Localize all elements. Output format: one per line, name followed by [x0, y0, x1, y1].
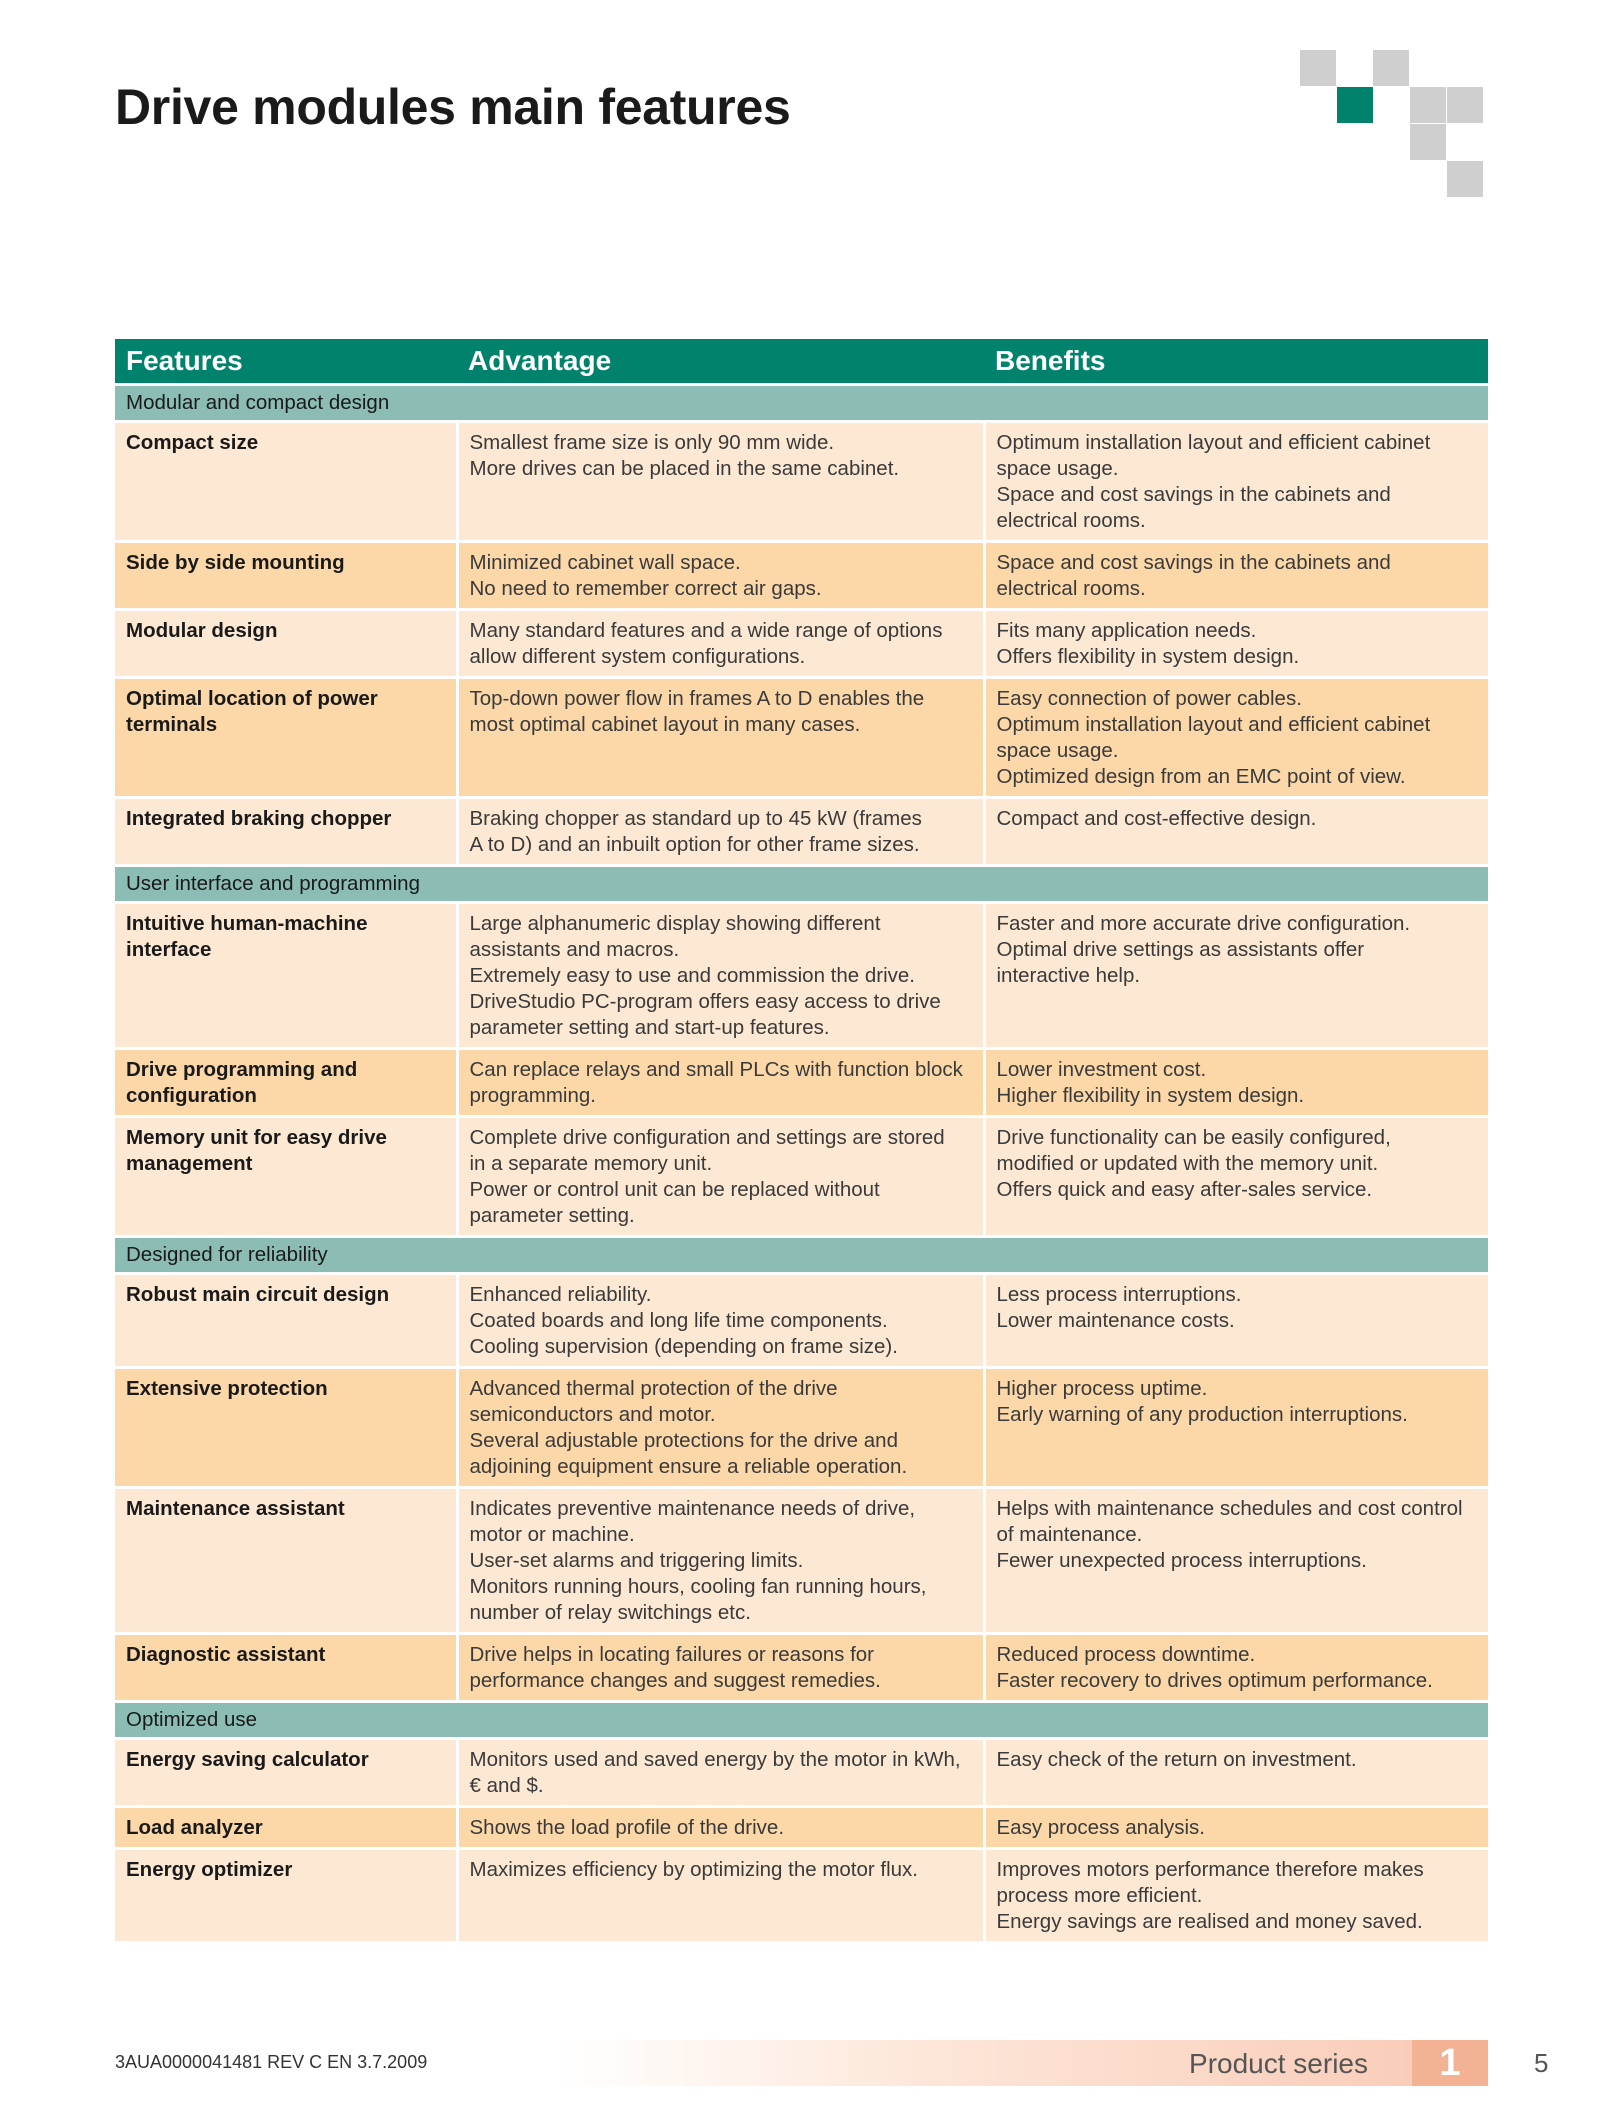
cell-text-line: A to D) and an inbuilt option for other frame sizes.: [469, 833, 920, 856]
feature-cell: [115, 678, 457, 798]
benefits-cell: [984, 1739, 1488, 1807]
advantage-cell: [457, 1274, 984, 1368]
cell-text-line: Lower investment cost.: [996, 1058, 1207, 1081]
deco-square: [1300, 50, 1336, 86]
benefits-cell: [984, 798, 1488, 866]
cell-text-line: number of relay switchings etc.: [469, 1601, 751, 1624]
cell-text-line: Compact and cost-effective design.: [996, 807, 1317, 830]
cell-text-line: Drive programming and: [126, 1058, 358, 1081]
advantage-cell: [457, 903, 984, 1049]
cell-text-line: Large alphanumeric display showing different: [469, 912, 881, 935]
benefits-cell: [984, 610, 1488, 678]
feature-cell: [115, 1849, 457, 1942]
cell-text-line: Offers flexibility in system design.: [996, 645, 1300, 668]
cell-text-line: Optimized design from an EMC point of view.: [996, 765, 1406, 788]
deco-square-accent: [1337, 87, 1373, 123]
cell-text-line: Smallest frame size is only 90 mm wide.: [469, 431, 835, 454]
cell-text-line: terminals: [126, 713, 218, 736]
cell-text-line: Maintenance assistant: [126, 1497, 345, 1520]
deco-square: [1373, 50, 1409, 86]
table-body: [115, 385, 1488, 1942]
cell-text-line: Higher flexibility in system design.: [996, 1084, 1305, 1107]
cell-text-line: Several adjustable protections for the drive and: [469, 1429, 898, 1452]
table-row: [115, 610, 1488, 678]
table-row: [115, 1849, 1488, 1942]
cell-text-line: Less process interruptions.: [996, 1283, 1242, 1306]
cell-text-line: Fits many application needs.: [996, 619, 1257, 642]
cell-text-line: Shows the load profile of the drive.: [469, 1816, 785, 1839]
cell-text-line: parameter setting and start-up features.: [469, 1016, 830, 1039]
cell-text-line: Easy process analysis.: [996, 1816, 1206, 1839]
table-row: [115, 1117, 1488, 1237]
table-row: [115, 1274, 1488, 1368]
cell-text-line: Lower maintenance costs.: [996, 1309, 1235, 1332]
section-title: Designed for reliability: [115, 1237, 1488, 1274]
cell-text-line: Improves motors performance therefore makes: [996, 1858, 1424, 1881]
cell-text-line: Reduced process downtime.: [996, 1643, 1256, 1666]
table-row: [115, 1739, 1488, 1807]
feature-cell: [115, 1049, 457, 1117]
advantage-cell: [457, 1807, 984, 1849]
cell-text-line: Higher process uptime.: [996, 1377, 1208, 1400]
cell-text-line: Easy check of the return on investment.: [996, 1748, 1357, 1771]
table-row: [115, 903, 1488, 1049]
benefits-cell: [984, 1117, 1488, 1237]
table-row: [115, 542, 1488, 610]
table-row: [115, 678, 1488, 798]
feature-cell: [115, 422, 457, 542]
product-series-band: [560, 2040, 1488, 2086]
feature-cell: [115, 798, 457, 866]
benefits-cell: [984, 1807, 1488, 1849]
cell-text-line: Energy saving calculator: [126, 1748, 369, 1771]
cell-text-line: Intuitive human-machine: [126, 912, 368, 935]
benefits-cell: [984, 1488, 1488, 1634]
section-row: [115, 1237, 1488, 1274]
cell-text-line: Load analyzer: [126, 1816, 263, 1839]
feature-cell: [115, 542, 457, 610]
cell-text-line: Monitors used and saved energy by the motor in kWh,: [469, 1748, 961, 1771]
cell-text-line: Modular design: [126, 619, 278, 642]
cell-text-line: Fewer unexpected process interruptions.: [996, 1549, 1367, 1572]
cell-text-line: Helps with maintenance schedules and cost control: [996, 1497, 1463, 1520]
table-row: [115, 798, 1488, 866]
page-title: Drive modules main features: [115, 79, 791, 135]
cell-text-line: parameter setting.: [469, 1204, 635, 1227]
cell-text-line: Space and cost savings in the cabinets and: [996, 483, 1391, 506]
benefits-cell: [984, 678, 1488, 798]
table-row: [115, 1368, 1488, 1488]
cell-text-line: Optimum installation layout and efficient cabinet: [996, 713, 1431, 736]
advantage-cell: [457, 1739, 984, 1807]
table-row: [115, 1049, 1488, 1117]
deco-square: [1410, 124, 1446, 160]
cell-text-line: Top-down power flow in frames A to D enables the: [469, 687, 925, 710]
cell-text-line: modified or updated with the memory unit.: [996, 1152, 1379, 1175]
cell-text-line: Diagnostic assistant: [126, 1643, 326, 1666]
feature-cell: [115, 1368, 457, 1488]
cell-text-line: More drives can be placed in the same cabinet.: [469, 457, 900, 480]
table-row: [115, 1634, 1488, 1702]
column-header-advantage: Advantage: [457, 339, 984, 385]
cell-text-line: adjoining equipment ensure a reliable operation.: [469, 1455, 908, 1478]
advantage-cell: [457, 678, 984, 798]
cell-text-line: electrical rooms.: [996, 577, 1146, 600]
cell-text-line: Energy savings are realised and money saved.: [996, 1910, 1423, 1933]
advantage-cell: [457, 1049, 984, 1117]
cell-text-line: assistants and macros.: [469, 938, 680, 961]
benefits-cell: [984, 1274, 1488, 1368]
benefits-cell: [984, 1049, 1488, 1117]
feature-cell: [115, 610, 457, 678]
cell-text-line: Maximizes efficiency by optimizing the motor flux.: [469, 1858, 919, 1881]
cell-text-line: Offers quick and easy after-sales service.: [996, 1178, 1373, 1201]
benefits-cell: [984, 1634, 1488, 1702]
advantage-cell: [457, 1849, 984, 1942]
feature-cell: [115, 1274, 457, 1368]
deco-square: [1410, 87, 1446, 123]
cell-text-line: Space and cost savings in the cabinets and: [996, 551, 1391, 574]
cell-text-line: Faster and more accurate drive configuration.: [996, 912, 1411, 935]
cell-text-line: € and $.: [469, 1774, 544, 1797]
cell-text-line: in a separate memory unit.: [469, 1152, 713, 1175]
cell-text-line: Power or control unit can be replaced without: [469, 1178, 880, 1201]
product-series-label: Product series: [1189, 2048, 1368, 2079]
decorative-squares-graphic: [1300, 50, 1490, 200]
cell-text-line: No need to remember correct air gaps.: [469, 577, 822, 600]
advantage-cell: [457, 422, 984, 542]
cell-text-line: motor or machine.: [469, 1523, 635, 1546]
benefits-cell: [984, 1849, 1488, 1942]
column-header-features: Features: [115, 339, 457, 385]
table-header-row: [115, 339, 1488, 385]
cell-text-line: Robust main circuit design: [126, 1283, 390, 1306]
feature-cell: [115, 1634, 457, 1702]
product-series-number: 1: [1412, 2040, 1488, 2086]
feature-cell: [115, 1739, 457, 1807]
cell-text-line: Braking chopper as standard up to 45 kW (frames: [469, 807, 922, 830]
cell-text-line: Energy optimizer: [126, 1858, 293, 1881]
cell-text-line: Monitors running hours, cooling fan running hours,: [469, 1575, 927, 1598]
section-title: Modular and compact design: [115, 385, 1488, 422]
cell-text-line: programming.: [469, 1084, 596, 1107]
advantage-cell: [457, 1634, 984, 1702]
advantage-cell: [457, 1368, 984, 1488]
cell-text-line: Compact size: [126, 431, 259, 454]
advantage-cell: [457, 1488, 984, 1634]
cell-text-line: configuration: [126, 1084, 257, 1107]
section-title: Optimized use: [115, 1702, 1488, 1739]
cell-text-line: Drive helps in locating failures or reasons for: [469, 1643, 874, 1666]
cell-text-line: space usage.: [996, 457, 1119, 480]
cell-text-line: Optimal location of power: [126, 687, 378, 710]
cell-text-line: Cooling supervision (depending on frame size).: [469, 1335, 898, 1358]
cell-text-line: DriveStudio PC-program offers easy access to drive: [469, 990, 941, 1013]
table-row: [115, 422, 1488, 542]
cell-text-line: Enhanced reliability.: [469, 1283, 652, 1306]
advantage-cell: [457, 542, 984, 610]
section-row: [115, 866, 1488, 903]
benefits-cell: [984, 903, 1488, 1049]
cell-text-line: Optimal drive settings as assistants offer: [996, 938, 1365, 961]
advantage-cell: [457, 1117, 984, 1237]
cell-text-line: Integrated braking chopper: [126, 807, 392, 830]
cell-text-line: Optimum installation layout and efficient cabinet: [996, 431, 1431, 454]
cell-text-line: most optimal cabinet layout in many cases.: [469, 713, 861, 736]
cell-text-line: Early warning of any production interruptions.: [996, 1403, 1408, 1426]
table-row: [115, 1807, 1488, 1849]
feature-cell: [115, 1488, 457, 1634]
section-row: [115, 385, 1488, 422]
cell-text-line: Easy connection of power cables.: [996, 687, 1302, 710]
section-row: [115, 1702, 1488, 1739]
cell-text-line: performance changes and suggest remedies.: [469, 1669, 881, 1692]
page-number: 5: [1534, 2048, 1549, 2078]
feature-cell: [115, 903, 457, 1049]
cell-text-line: Side by side mounting: [126, 551, 345, 574]
cell-text-line: allow different system configurations.: [469, 645, 806, 668]
cell-text-line: Minimized cabinet wall space.: [469, 551, 741, 574]
cell-text-line: process more efficient.: [996, 1884, 1203, 1907]
cell-text-line: electrical rooms.: [996, 509, 1146, 532]
document-reference: 3AUA0000041481 REV C EN 3.7.2009: [115, 2052, 428, 2072]
cell-text-line: interface: [126, 938, 212, 961]
column-header-benefits: Benefits: [984, 339, 1488, 385]
cell-text-line: interactive help.: [996, 964, 1141, 987]
cell-text-line: Can replace relays and small PLCs with function block: [469, 1058, 963, 1081]
cell-text-line: Memory unit for easy drive: [126, 1126, 387, 1149]
section-title: User interface and programming: [115, 866, 1488, 903]
cell-text-line: User-set alarms and triggering limits.: [469, 1549, 804, 1572]
feature-cell: [115, 1117, 457, 1237]
cell-text-line: of maintenance.: [996, 1523, 1143, 1546]
cell-text-line: Complete drive configuration and settings are stored: [469, 1126, 945, 1149]
benefits-cell: [984, 422, 1488, 542]
cell-text-line: Drive functionality can be easily configured,: [996, 1126, 1391, 1149]
cell-text-line: semiconductors and motor.: [469, 1403, 716, 1426]
cell-text-line: Faster recovery to drives optimum performance.: [996, 1669, 1433, 1692]
cell-text-line: management: [126, 1152, 253, 1175]
advantage-cell: [457, 610, 984, 678]
feature-cell: [115, 1807, 457, 1849]
features-table: [115, 339, 1488, 1941]
cell-text-line: space usage.: [996, 739, 1119, 762]
deco-square: [1447, 87, 1483, 123]
cell-text-line: Extensive protection: [126, 1377, 328, 1400]
cell-text-line: Extremely easy to use and commission the drive.: [469, 964, 915, 987]
cell-text-line: Advanced thermal protection of the drive: [469, 1377, 838, 1400]
cell-text-line: Coated boards and long life time components.: [469, 1309, 888, 1332]
benefits-cell: [984, 542, 1488, 610]
deco-square: [1447, 161, 1483, 197]
cell-text-line: Indicates preventive maintenance needs of drive,: [469, 1497, 916, 1520]
benefits-cell: [984, 1368, 1488, 1488]
cell-text-line: Many standard features and a wide range of options: [469, 619, 943, 642]
table-row: [115, 1488, 1488, 1634]
advantage-cell: [457, 798, 984, 866]
